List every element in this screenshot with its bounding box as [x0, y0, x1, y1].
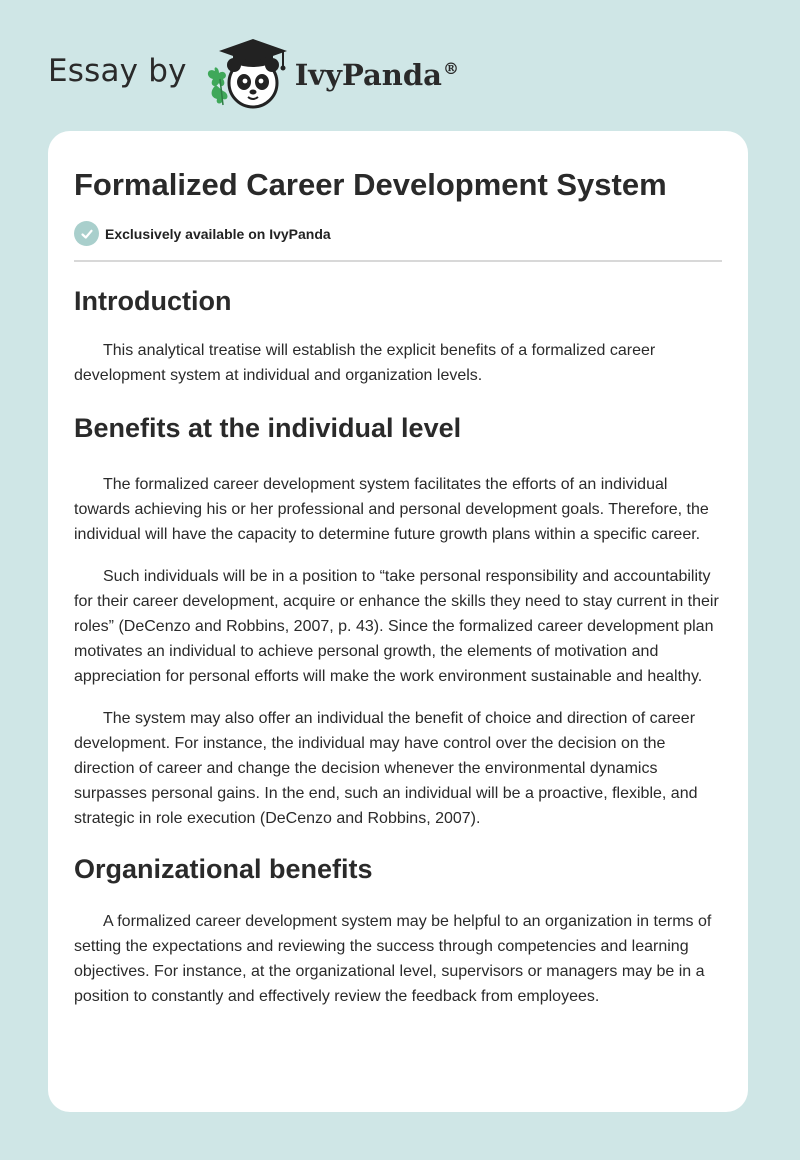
panda-graduate-icon — [201, 35, 291, 113]
brand-name: IvyPanda® — [294, 58, 459, 92]
title-divider — [74, 260, 722, 262]
paragraph: This analytical treatise will establish the explicit benefits of a formalized career development system at individual and organization levels. — [74, 342, 656, 384]
paragraph: Such individuals will be in a position to “take personal responsibility and accountability for their career development, acquire or enhance the skills they need to stay current in their roles” (DeCenzo and Robbins, 2007, p. 43). Since the formalized career development plan motivates an individual to achieve personal growth, the elements of motivation and appreciation for personal efforts will make the work environment sustainable and healthy. — [74, 568, 719, 685]
registered-mark: ® — [442, 59, 459, 79]
brand-prefix: Essay by — [48, 53, 187, 89]
essay-card — [48, 131, 748, 1112]
check-circle-icon — [74, 221, 99, 246]
page-title: Formalized Career Development System — [74, 167, 667, 202]
exclusive-label: Exclusively available on IvyPanda — [105, 225, 331, 242]
section-heading-organizational-benefits: Organizational benefits — [74, 854, 373, 884]
exclusive-badge — [74, 221, 722, 246]
section-heading-introduction: Introduction — [74, 286, 232, 316]
paragraph: The formalized career development system facilitates the efforts of an individual towards achieving his or her professional and personal development goals. Therefore, the individual will have the capacity to determine future growth plans within a specific career. — [74, 476, 709, 543]
brand-logo[interactable] — [48, 34, 459, 114]
section-heading-individual-benefits: Benefits at the individual level — [74, 413, 462, 443]
paragraph: A formalized career development system may be helpful to an organization in terms of setting the expectations and reviewing the success through competencies and learning objectives. For instance, at the organizational level, supervisors or managers may be in a position to constantly and effectively review the feedback from employees. — [74, 913, 712, 1005]
paragraph: The system may also offer an individual the benefit of choice and direction of career development. For instance, the individual may have control over the decision on the direction of career and change the decision whenever the environmental dynamics surpasses personal gains. In the end, such an individual will be a proactive, flexible, and strategic in role execution (DeCenzo and Robbins, 2007). — [74, 710, 698, 827]
